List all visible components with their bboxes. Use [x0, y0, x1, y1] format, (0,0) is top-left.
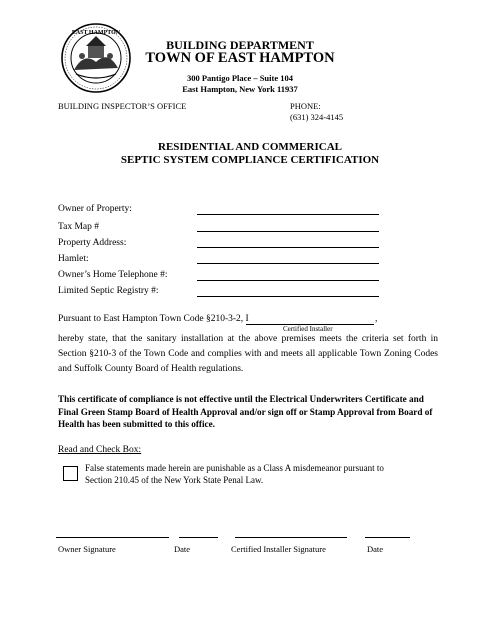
statement-suffix: , — [375, 314, 378, 324]
field-label-hamlet: Hamlet: — [58, 254, 89, 264]
statement-prefix: Pursuant to East Hampton Town Code §210-3-2, I — [58, 314, 249, 324]
address-line-1: 300 Pantigo Place – Suite 104 — [186, 73, 293, 83]
installer-signature-label: Certified Installer Signature — [231, 544, 326, 554]
field-label-owner: Owner of Property: — [58, 204, 132, 214]
property-address-field[interactable] — [197, 247, 379, 248]
installer-caption: Certified Installer — [283, 325, 333, 333]
date-line-1[interactable] — [179, 537, 218, 538]
checkbox-text-line-2: Section 210.45 of the New York State Penal Law. — [85, 475, 264, 485]
owner-of-property-field[interactable] — [197, 214, 379, 215]
checkbox-heading: Read and Check Box: — [58, 445, 142, 455]
septic-registry-field[interactable] — [197, 296, 379, 297]
field-label-address: Property Address: — [58, 238, 127, 248]
field-label-tax-map: Tax Map # — [58, 222, 100, 232]
svg-text:EAST HAMPTON: EAST HAMPTON — [71, 30, 121, 36]
form-title-line-1: RESIDENTIAL AND COMMERICAL — [158, 141, 342, 153]
hamlet-field[interactable] — [197, 263, 379, 264]
checkbox-text-line-1: False statements made herein are punishable as a Class A misdemeanor pursuant to — [85, 463, 384, 473]
owner-signature-label: Owner Signature — [58, 544, 116, 554]
acknowledgement-checkbox[interactable] — [63, 466, 78, 481]
town-name: TOWN OF EAST HAMPTON — [145, 50, 335, 66]
office-name: BUILDING INSPECTOR’S OFFICE — [58, 101, 187, 111]
compliance-notice: This certificate of compliance is not effective until the Electrical Underwriters Certificate and Final Green Stamp Board of Health Approval and/or sign off or Stamp Approval from Board of Health has been submitted to this office. — [58, 394, 433, 429]
date-label-2: Date — [367, 544, 384, 554]
owner-telephone-field[interactable] — [197, 280, 379, 281]
owner-signature-line[interactable] — [56, 537, 169, 538]
field-label-telephone: Owner’s Home Telephone #: — [58, 270, 168, 280]
address-line-2: East Hampton, New York 11937 — [182, 84, 298, 94]
phone-label: PHONE: — [290, 101, 321, 111]
date-line-2[interactable] — [365, 537, 410, 538]
form-title-line-2: SEPTIC SYSTEM COMPLIANCE CERTIFICATION — [120, 154, 380, 166]
statement-body: hereby state, that the sanitary installation at the above premises meets the criteria set forth in Section §210-3 of the Town Code and complies with and meets all applicable Town Zoning Codes and Suffolk County Board of Health regulations. — [58, 334, 438, 374]
installer-signature-line[interactable] — [235, 537, 347, 538]
town-seal-logo — [60, 22, 132, 94]
department-name: BUILDING DEPARTMENT — [166, 38, 314, 52]
phone-number: (631) 324-4145 — [290, 112, 344, 122]
tax-map-field[interactable] — [197, 231, 379, 232]
field-label-registry: Limited Septic Registry #: — [58, 286, 159, 296]
date-label-1: Date — [174, 544, 191, 554]
